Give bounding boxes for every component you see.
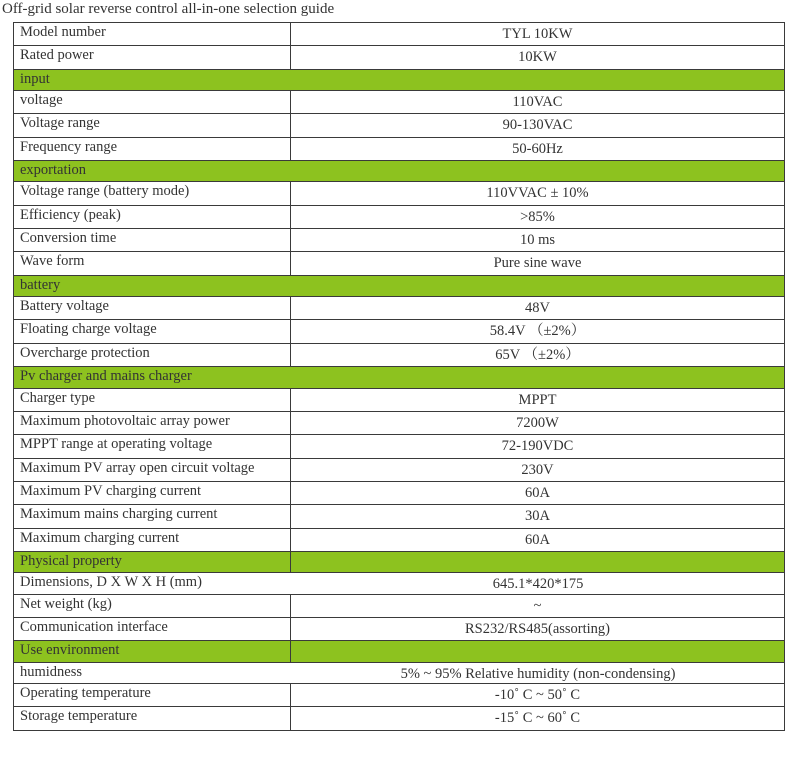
- spec-value: 50-60Hz: [291, 137, 785, 160]
- section-header-row: [14, 275, 785, 296]
- section-header-label: Physical property: [14, 551, 291, 572]
- section-header-label: battery: [14, 275, 785, 296]
- spec-value: RS232/RS485(assorting): [291, 617, 785, 640]
- spec-row: [14, 297, 785, 320]
- spec-value: 645.1*420*175: [492, 576, 584, 593]
- spec-row: [14, 320, 785, 343]
- section-header-label: input: [14, 69, 785, 90]
- section-header-empty-cell: [291, 551, 785, 572]
- spec-label: Maximum photovoltaic array power: [14, 411, 291, 434]
- spec-value: 48V: [291, 297, 785, 320]
- spec-value: -15˚ C ~ 60˚ C: [291, 707, 785, 730]
- spec-value: 60A: [291, 528, 785, 551]
- spec-value: 5% ~ 95% Relative humidity (non-condensing): [400, 665, 676, 682]
- spec-value: ~: [291, 594, 785, 617]
- spec-label: Maximum PV array open circuit voltage: [14, 458, 291, 481]
- spec-label: Overcharge protection: [14, 343, 291, 366]
- spec-label: Conversion time: [14, 229, 291, 252]
- spec-value: Pure sine wave: [291, 252, 785, 275]
- spec-row: [14, 505, 785, 528]
- spec-row: [14, 458, 785, 481]
- spec-value: 10 ms: [291, 229, 785, 252]
- spec-row: [14, 411, 785, 434]
- spec-value: 58.4V （±2%）: [291, 320, 785, 343]
- spec-label: Voltage range: [14, 114, 291, 137]
- spec-row: [14, 46, 785, 69]
- spec-row: [14, 573, 785, 594]
- spec-merged-cell: [14, 662, 785, 683]
- spec-row: [14, 528, 785, 551]
- section-header-empty-cell: [291, 641, 785, 662]
- spec-row: [14, 252, 785, 275]
- section-header-row: [14, 69, 785, 90]
- spec-row: [14, 91, 785, 114]
- spec-value: MPPT: [291, 388, 785, 411]
- spec-value: TYL 10KW: [291, 23, 785, 46]
- spec-value: 90-130VAC: [291, 114, 785, 137]
- spec-label: Maximum charging current: [14, 528, 291, 551]
- spec-row: [14, 707, 785, 730]
- spec-row: [14, 229, 785, 252]
- spec-value: 110VAC: [291, 91, 785, 114]
- spec-value: 10KW: [291, 46, 785, 69]
- spec-table-body: [14, 23, 785, 731]
- spec-row: [14, 23, 785, 46]
- spec-label: Maximum mains charging current: [14, 505, 291, 528]
- spec-label: voltage: [14, 91, 291, 114]
- spec-label: Voltage range (battery mode): [14, 182, 291, 205]
- spec-label: Communication interface: [14, 617, 291, 640]
- spec-row: [14, 114, 785, 137]
- spec-label: Rated power: [14, 46, 291, 69]
- spec-label: Model number: [14, 23, 291, 46]
- spec-label: Battery voltage: [14, 297, 291, 320]
- section-header-label: exportation: [14, 161, 785, 182]
- spec-label: Efficiency (peak): [14, 205, 291, 228]
- spec-row: [14, 205, 785, 228]
- spec-label: humidness: [20, 663, 83, 680]
- section-header-label: Pv charger and mains charger: [14, 367, 785, 388]
- spec-row: [14, 594, 785, 617]
- spec-value: 110VVAC ± 10%: [291, 182, 785, 205]
- spec-label: Net weight (kg): [14, 594, 291, 617]
- spec-row: [14, 182, 785, 205]
- spec-value: >85%: [291, 205, 785, 228]
- page-title: Off-grid solar reverse control all-in-one selection guide: [2, 1, 335, 17]
- spec-row: [14, 137, 785, 160]
- section-header-row: [14, 551, 785, 572]
- spec-label: Dimensions, D X W X H (mm): [20, 574, 202, 591]
- spec-value: 230V: [291, 458, 785, 481]
- spec-value: 65V （±2%）: [291, 343, 785, 366]
- spec-value: 30A: [291, 505, 785, 528]
- spec-row: [14, 435, 785, 458]
- spec-label: Frequency range: [14, 137, 291, 160]
- spec-label: Wave form: [14, 252, 291, 275]
- spec-row: [14, 481, 785, 504]
- section-header-row: [14, 161, 785, 182]
- spec-value: 72-190VDC: [291, 435, 785, 458]
- spec-label: Storage temperature: [14, 707, 291, 730]
- spec-table: [13, 22, 785, 731]
- spec-row: [14, 662, 785, 683]
- spec-value: -10˚ C ~ 50˚ C: [291, 683, 785, 706]
- spec-label: Maximum PV charging current: [14, 481, 291, 504]
- spec-value: 7200W: [291, 411, 785, 434]
- section-header-row: [14, 367, 785, 388]
- spec-row: [14, 343, 785, 366]
- spec-label: Floating charge voltage: [14, 320, 291, 343]
- spec-row: [14, 683, 785, 706]
- spec-value: 60A: [291, 481, 785, 504]
- spec-row: [14, 617, 785, 640]
- spec-label: Operating temperature: [14, 683, 291, 706]
- spec-merged-cell: [14, 573, 785, 594]
- section-header-row: [14, 641, 785, 662]
- spec-label: Charger type: [14, 388, 291, 411]
- spec-label: MPPT range at operating voltage: [14, 435, 291, 458]
- spec-row: [14, 388, 785, 411]
- section-header-label: Use environment: [14, 641, 291, 662]
